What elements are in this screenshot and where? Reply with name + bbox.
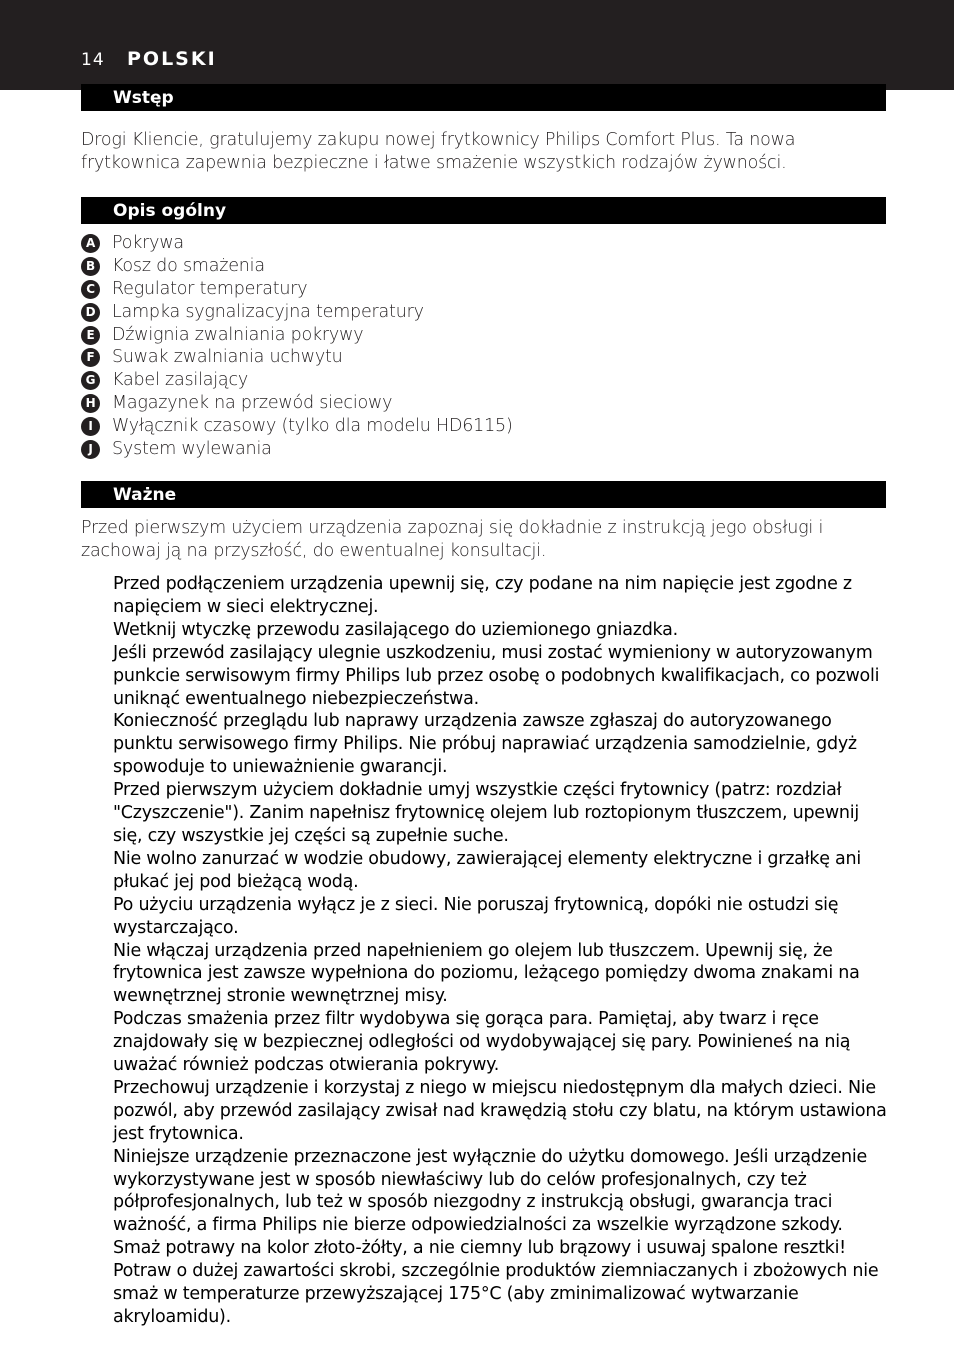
part-letter-badge: B: [81, 257, 100, 276]
part-label: System wylewania: [112, 438, 272, 459]
part-item: [81, 301, 681, 324]
safety-item: Wetknij wtyczkę przewodu zasilającego do uziemionego gniazdka.: [113, 619, 678, 640]
part-letter-badge: C: [81, 280, 100, 299]
safety-item: Niniejsze urządzenie przeznaczone jest wyłącznie do użytku domowego. Jeśli urządzenie wykorzystywane jest w sposób niewłaściwy lub do celów profesjonalnych, czy też półprofesjonalnych, lub też w sposób niezgodny z instrukcją obsługi, gwarancja traci ważność, a firma Philips nie bierze odpowiedzialności za wszelkie wyrządzone szkody.: [113, 1146, 867, 1236]
part-item: [81, 415, 681, 438]
section-heading-intro: [81, 84, 886, 111]
safety-item: Przechowuj urządzenie i korzystaj z niego w miejscu niedostępnym dla małych dzieci. Nie pozwól, aby przewód zasilający zwisał nad krawędzią stołu czy blatu, na którym ustawiona jest frytownica.: [113, 1077, 887, 1144]
part-item: [81, 369, 681, 392]
part-label: Dźwignia zwalniania pokrywy: [112, 324, 364, 345]
part-label: Pokrywa: [112, 232, 184, 253]
safety-item: Przed pierwszym użyciem dokładnie umyj wszystkie części frytownicy (patrz: rozdział "Czyszczenie"). Zanim napełnisz frytownicę olejem lub roztopionym tłuszczem, upewnij się, czy wszystkie jej części są zupełnie suche.: [113, 780, 859, 846]
part-label: Suwak zwalniania uchwytu: [112, 347, 343, 368]
safety-item: Przed podłączeniem urządzenia upewnij się, czy podane na nim napięcie jest zgodne z napięciem w sieci elektrycznej.: [113, 574, 852, 617]
part-item: [81, 278, 681, 301]
safety-list: [113, 573, 893, 1329]
safety-item: Konieczność przeglądu lub naprawy urządzenia zawsze zgłaszaj do autoryzowanego punktu serwisowego firmy Philips. Nie próbuj naprawiać urządzenia samodzielnie, gdyż spowoduje to unieważnienie gwarancji.: [113, 711, 857, 778]
section-heading-important-label: Ważne: [113, 485, 177, 505]
parts-list: [81, 232, 681, 461]
part-letter-badge: F: [81, 348, 100, 367]
part-label: Regulator temperatury: [112, 278, 308, 299]
safety-item: Nie włączaj urządzenia przed napełnieniem go olejem lub tłuszczem. Upewnij się, że frytownica jest zawsze wypełniona do poziomu, leżącego pomiędzy dwoma znakami na wewnętrznej stronie wewnętrznej misy.: [113, 940, 860, 1007]
part-label: Wyłącznik czasowy (tylko dla modelu HD6115): [112, 416, 513, 437]
part-item: [81, 438, 681, 461]
part-label: Kabel zasilający: [112, 370, 249, 391]
part-letter-badge: E: [81, 326, 100, 345]
part-letter-badge: H: [81, 394, 100, 413]
part-letter-badge: J: [81, 440, 100, 459]
part-item: [81, 324, 681, 347]
intro-paragraph: Drogi Kliencie, gratulujemy zakupu nowej frytkownicy Philips Comfort Plus. Ta nowa frytkownica zapewnia bezpieczne i łatwe smażenie wszystkich rodzajów żywności.: [81, 130, 796, 173]
part-letter-badge: D: [81, 303, 100, 322]
part-label: Magazynek na przewód sieciowy: [112, 393, 393, 414]
safety-item: Jeśli przewód zasilający ulegnie uszkodzeniu, musi zostać wymieniony w autoryzowanym punkcie serwisowym firmy Philips lub przez osobę o podobnych kwalifikacjach, co pozwoli uniknąć ewentualnego niebezpieczeństwa.: [113, 642, 880, 709]
part-item: [81, 255, 681, 278]
part-letter-badge: I: [81, 417, 100, 436]
safety-item: Po użyciu urządzenia wyłącz je z sieci. Nie poruszaj frytownicą, dopóki nie ostudzi się wystarczająco.: [113, 894, 839, 938]
part-label: Lampka sygnalizacyjna temperatury: [112, 301, 424, 322]
part-item: [81, 392, 681, 415]
part-item: [81, 232, 681, 255]
part-letter-badge: G: [81, 371, 100, 390]
safety-item: Smaż potrawy na kolor złoto-żółty, a nie ciemny lub brązowy i usuwaj spalone resztki! Potraw o dużej zawartości skrobi, szczególnie produktów ziemniaczanych i zbożowych nie smaż w temperaturze przewyższającej 175°C (aby zminimalizować wytwarzanie akryloamidu).: [113, 1238, 879, 1327]
page-number: 14: [81, 50, 105, 70]
section-heading-important: [81, 481, 886, 508]
safety-item: Nie wolno zanurzać w wodzie obudowy, zawierającej elementy elektryczne i grzałkę ani płukać jej pod bieżącą wodą.: [113, 848, 861, 892]
safety-item: Podczas smażenia przez filtr wydobywa się gorąca para. Pamiętaj, aby twarz i ręce znajdowały się w bezpiecznej odległości od wydobywającej się pary. Powinieneś na nią uważać również podczas otwierania pokrywy.: [113, 1009, 851, 1076]
important-intro: Przed pierwszym użyciem urządzenia zapoznaj się dokładnie z instrukcją jego obsługi i zachowaj ją na przyszłość, do ewentualnej konsultacji.: [81, 518, 824, 561]
part-label: Kosz do smażenia: [112, 255, 265, 276]
language-title: POLSKI: [127, 48, 217, 70]
section-heading-overview: [81, 197, 886, 224]
part-letter-badge: A: [81, 234, 100, 253]
section-heading-intro-label: Wstęp: [113, 88, 174, 108]
part-item: [81, 346, 681, 369]
page-header-bar: [0, 0, 954, 90]
section-heading-overview-label: Opis ogólny: [113, 201, 227, 221]
